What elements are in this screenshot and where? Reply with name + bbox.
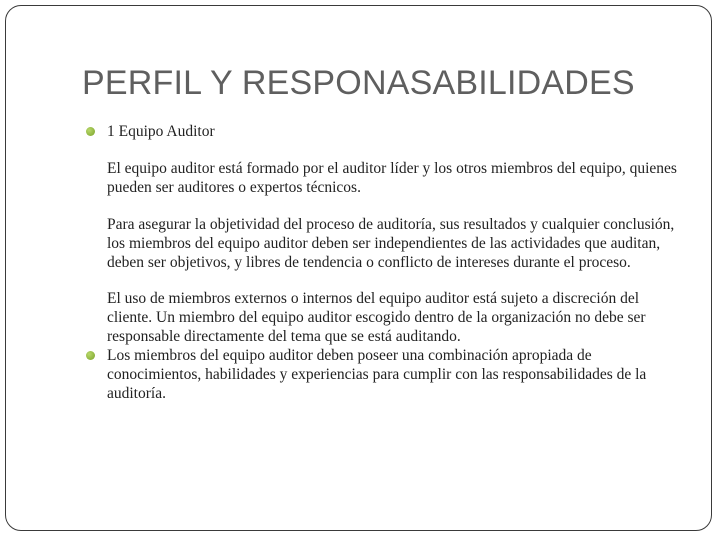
- paragraph: Para asegurar la objetividad del proceso de auditoría, sus resultados y cualquier conclusión, los miembros del equipo auditor deben ser independientes de las actividades que auditan, deben ser objetivos, y libres de tendencia o conflicto de intereses durante el proceso.: [107, 216, 675, 271]
- slide-frame: [5, 5, 712, 531]
- bullet-dot-icon: [86, 127, 95, 136]
- bullet-text: 1 Equipo Auditor: [107, 123, 215, 140]
- slide-title: PERFIL Y RESPONASABILIDADES: [82, 64, 635, 102]
- bullet-dot-icon: [86, 351, 95, 360]
- bullet-text: Los miembros del equipo auditor deben poseer una combinación apropiada de conocimientos, habilidades y experiencias para cumplir con las responsabilidades de la auditoría.: [107, 347, 647, 402]
- paragraph: El equipo auditor está formado por el auditor líder y los otros miembros del equipo, quienes pueden ser auditores o expertos técnicos.: [107, 160, 677, 196]
- bullet-item: [86, 122, 686, 141]
- slide-content: [86, 122, 686, 403]
- paragraph: El uso de miembros externos o internos del equipo auditor está sujeto a discreción del cliente. Un miembro del equipo auditor escogido dentro de la organización no debe ser responsable directamente del tema que se está auditando.: [107, 290, 646, 345]
- bullet-item: [86, 346, 686, 403]
